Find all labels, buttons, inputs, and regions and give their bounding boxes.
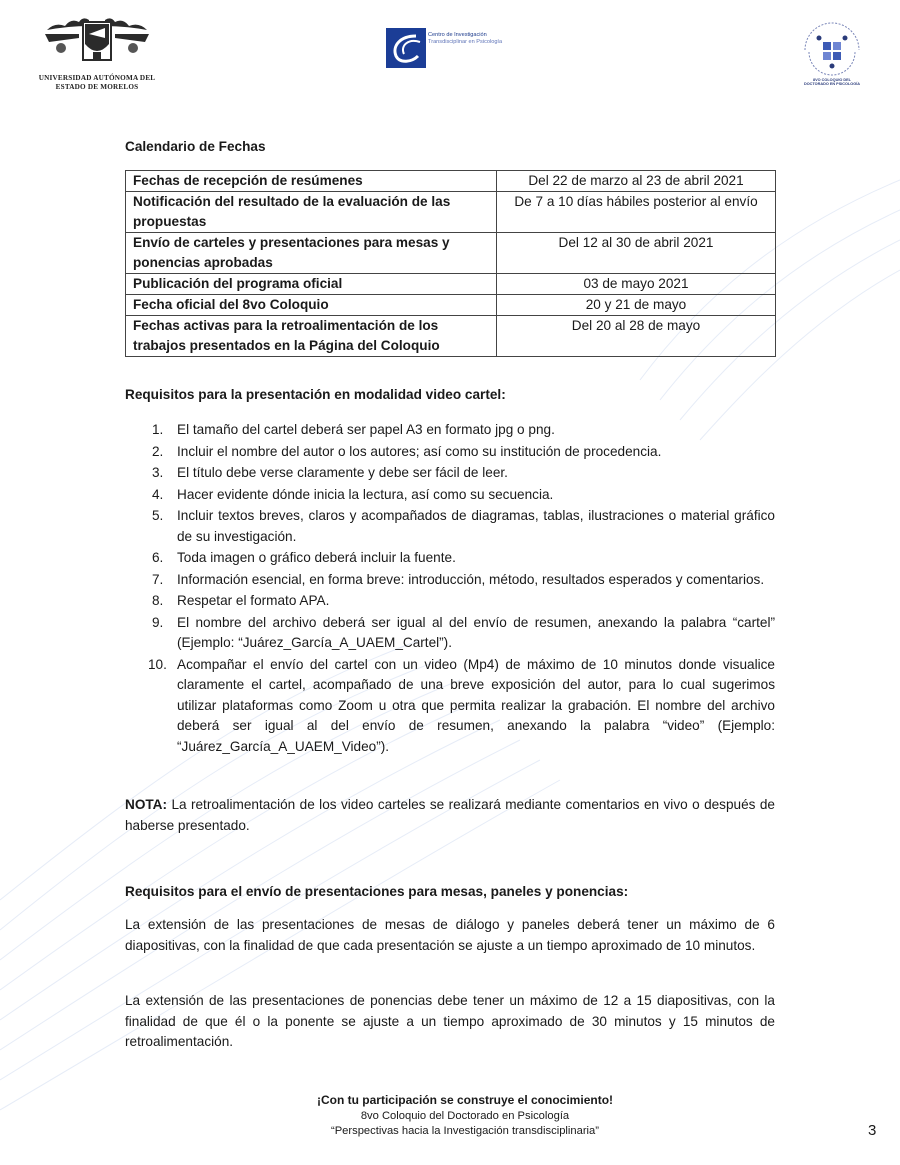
requirement-number: 6. bbox=[152, 550, 164, 565]
requirement-item bbox=[125, 613, 775, 654]
requirement-item bbox=[125, 548, 775, 569]
calendar-row bbox=[126, 274, 776, 295]
requirement-number: 3. bbox=[152, 465, 164, 480]
calendar-row bbox=[126, 316, 776, 357]
requirement-text: Acompañar el envío del cartel con un video (Mp4) de máximo de 10 minutos donde visualice claramente el cartel, acompañado de una breve exposición del autor, para lo cual sugerimos utilizar plataformas como Zoom u otra que permita realizar la grabación. El nombre del archivo deberá ser igual al del envío de resumen, anexando la palabra “video” (Ejemplo: “Juárez_García_A_UAEM_Video”). bbox=[177, 656, 775, 754]
emblem-text-line2: DOCTORADO EN PSICOLOGÍA bbox=[803, 82, 861, 87]
calendar-row-label: Notificación del resultado de la evaluación de las propuestas bbox=[126, 192, 497, 233]
requirement-number: 2. bbox=[152, 443, 164, 459]
colloquium-emblem bbox=[793, 20, 871, 90]
requirement-text: Respetar el formato APA. bbox=[177, 593, 330, 608]
note-label: NOTA: bbox=[125, 797, 168, 812]
university-name-line2: ESTADO DE MORELOS bbox=[55, 82, 139, 91]
calendar-row-value: Del 20 al 28 de mayo bbox=[497, 316, 776, 357]
requirement-item bbox=[125, 506, 775, 547]
requirement-number: 5. bbox=[152, 508, 164, 523]
calendar-row-label: Fechas de recepción de resúmenes bbox=[126, 171, 497, 192]
requirement-number: 8. bbox=[152, 593, 164, 608]
requirement-text: Incluir el nombre del autor o los autores; así como su institución de procedencia. bbox=[177, 443, 662, 459]
footer-event-name: 8vo Coloquio del Doctorado en Psicología bbox=[360, 1109, 570, 1122]
calendar-table bbox=[125, 170, 776, 357]
requirement-text: El título debe verse claramente y debe ser fácil de leer. bbox=[177, 465, 508, 480]
requirement-item bbox=[125, 442, 775, 463]
note-text: La retroalimentación de los video carteles se realizará mediante comentarios en vivo o después de haberse presentado. bbox=[125, 797, 775, 833]
research-center-icon bbox=[386, 28, 426, 68]
calendar-title: Calendario de Fechas bbox=[125, 139, 266, 154]
presentations-requirements-title: Requisitos para el envío de presentaciones para mesas, paneles y ponencias: bbox=[125, 884, 629, 899]
requirement-text: El nombre del archivo deberá ser igual al del envío de resumen, anexando la palabra “cartel” (Ejemplo: “Juárez_García_A_UAEM_Cartel”). bbox=[177, 614, 775, 650]
university-name-line1: UNIVERSIDAD AUTÓNOMA DEL bbox=[38, 74, 156, 82]
calendar-row-value: Del 22 de marzo al 23 de abril 2021 bbox=[497, 171, 776, 192]
video-poster-requirements-list bbox=[125, 420, 775, 758]
calendar-row-value: 03 de mayo 2021 bbox=[497, 274, 776, 295]
calendar-row bbox=[126, 192, 776, 233]
note-paragraph bbox=[125, 795, 775, 836]
uaem-logo bbox=[36, 14, 158, 91]
footer-event-theme: “Perspectivas hacia la Investigación transdisciplinaria” bbox=[330, 1125, 599, 1137]
calendar-row bbox=[126, 233, 776, 274]
research-center-line2: Transdisciplinar en Psicología bbox=[428, 38, 503, 45]
calendar-row-value: 20 y 21 de mayo bbox=[497, 295, 776, 316]
university-name bbox=[36, 74, 158, 91]
requirement-text: Hacer evidente dónde inicia la lectura, así como su secuencia. bbox=[177, 486, 554, 502]
requirement-item bbox=[125, 570, 775, 591]
calendar-row-value: Del 12 al 30 de abril 2021 bbox=[497, 233, 776, 274]
requirement-item bbox=[125, 463, 775, 484]
calendar-row bbox=[126, 171, 776, 192]
colloquium-emblem-icon bbox=[793, 20, 871, 78]
requirement-text: Incluir textos breves, claros y acompañados de diagramas, tablas, ilustraciones o material gráfico de su investigación. bbox=[177, 508, 775, 544]
requirement-number: 9. bbox=[152, 614, 164, 630]
requirement-number: 1. bbox=[152, 422, 164, 437]
research-center-logo bbox=[386, 28, 526, 70]
calendar-table-body bbox=[126, 171, 776, 357]
video-poster-requirements-title: Requisitos para la presentación en modalidad video cartel: bbox=[125, 387, 506, 402]
calendar-row-label: Fecha oficial del 8vo Coloquio bbox=[126, 295, 497, 316]
uaem-seal-icon bbox=[41, 14, 153, 66]
requirement-item bbox=[125, 420, 775, 441]
presentations-paragraph-1: La extensión de las presentaciones de mesas de diálogo y paneles deberá tener un máximo de 6 diapositivas, con la finalidad de que cada presentación se ajuste a un tiempo aproximado de 10 minutos. bbox=[125, 917, 775, 953]
calendar-row-label: Fechas activas para la retroalimentación de los trabajos presentados en la Página del Coloquio bbox=[126, 316, 497, 357]
requirement-number: 4. bbox=[152, 486, 164, 502]
calendar-row-value: De 7 a 10 días hábiles posterior al envío bbox=[497, 192, 776, 233]
page-footer bbox=[250, 1093, 680, 1140]
calendar-row-label: Envío de carteles y presentaciones para mesas y ponencias aprobadas bbox=[126, 233, 497, 274]
requirement-item bbox=[125, 485, 775, 506]
requirement-text: Información esencial, en forma breve: introducción, método, resultados esperados y comentarios. bbox=[177, 571, 765, 587]
requirement-text: El tamaño del cartel deberá ser papel A3 en formato jpg o png. bbox=[177, 422, 555, 437]
requirement-text: Toda imagen o gráfico deberá incluir la fuente. bbox=[177, 550, 456, 565]
requirement-number: 10. bbox=[148, 656, 167, 672]
page-number: 3 bbox=[868, 1122, 877, 1139]
requirement-item bbox=[125, 591, 775, 612]
research-center-line1: Centro de Investigación bbox=[428, 32, 487, 38]
emblem-text-line1: 8VO COLOQUIO DEL bbox=[813, 78, 851, 82]
calendar-row bbox=[126, 295, 776, 316]
requirement-number: 7. bbox=[152, 571, 164, 587]
footer-slogan: ¡Con tu participación se construye el conocimiento! bbox=[316, 1093, 614, 1107]
research-center-name bbox=[428, 32, 502, 45]
calendar-row-label: Publicación del programa oficial bbox=[126, 274, 497, 295]
presentations-paragraph-2: La extensión de las presentaciones de ponencias debe tener un máximo de 12 a 15 diapositivas, con la finalidad de que él o la ponente se ajuste a un tiempo aproximado de 30 minutos y 15 minutos de retroalimentación. bbox=[125, 993, 775, 1049]
requirement-item bbox=[125, 655, 775, 758]
colloquium-emblem-text bbox=[793, 78, 871, 87]
